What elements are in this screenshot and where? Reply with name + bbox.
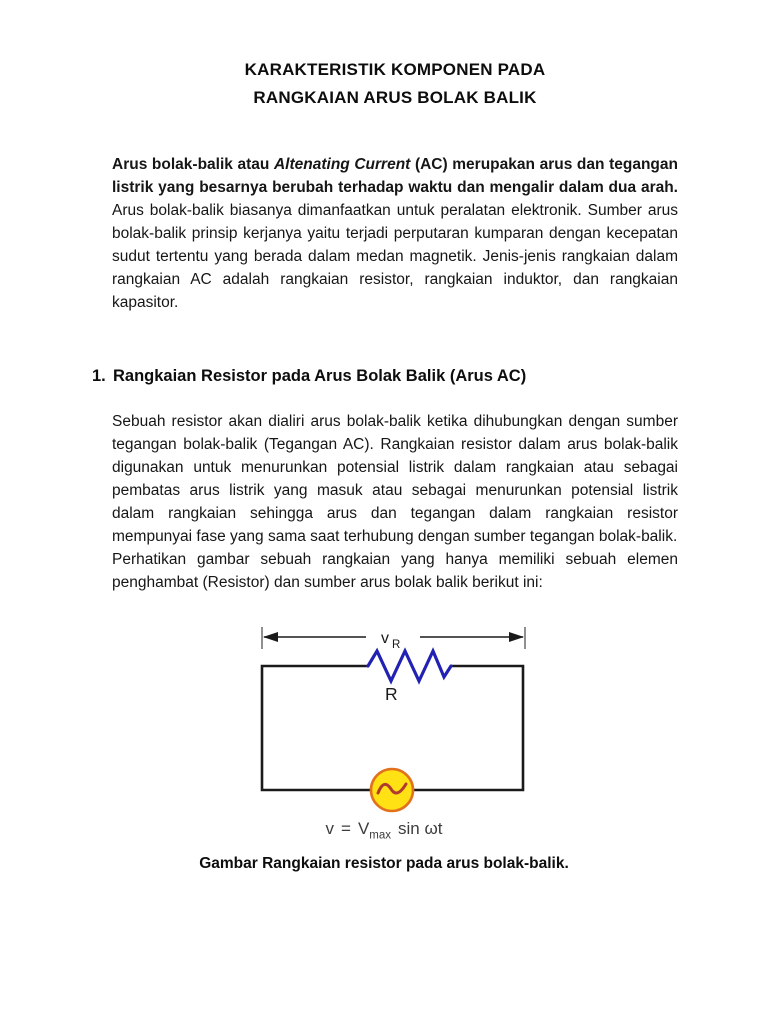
dimension-arrow [262,627,525,651]
intro-lead-italic: Altenating Current [273,156,411,173]
document-title [112,56,678,112]
section1-heading [92,365,678,388]
section1-title: Rangkaian Resistor pada Arus Bolak Balik (Arus AC) [113,367,527,385]
intro-lead-bold: Arus bolak-balik atau [112,156,274,173]
circuit-figure [0,622,768,817]
section1-paragraph2: Perhatikan gambar sebuah rangkaian yang hanya memiliki sebuah elemen penghambat (Resistor) dan sumber arus bolak balik berikut ini: [112,551,678,591]
document-title-line1: KARAKTERISTIK KOMPONEN PADA [244,60,546,79]
intro-paragraph [112,153,678,314]
intro-body-text: Arus bolak-balik biasanya dimanfaatkan untuk peralatan elektronik. Sumber arus bolak-balik prinsip kerjanya yaitu terjadi perputaran kumparan dengan kecepatan sudut tertentu yang berada dalam medan magnetik. Jenis-jenis rangkaian dalam rangkaian AC adalah rangkaian resistor, rangkaian induktor, dan rangkaian kapasitor. [112,202,678,311]
source-voltage-formula [0,817,768,847]
voltage-label-base: v [381,630,389,647]
formula-rhs: sin ωt [398,819,443,838]
document-title-line2: RANGKAIAN ARUS BOLAK BALIK [253,88,537,107]
arrowhead-left-icon [263,632,278,642]
formula-lhs: v [325,819,335,838]
section1-paragraph1: Sebuah resistor akan dialiri arus bolak-balik ketika dihubungkan dengan sumber tegangan bolak-balik (Tegangan AC). Rangkaian resistor dalam arus bolak-balik digunakan untuk menurunkan potensial listrik dalam rangkaian atau sebagai pembatas arus listrik yang masuk atau sebagai menurunkan potensial listrik dalam rangkaian sehingga arus dan tegangan dalam rangkaian resistor mempunyai fase yang sama saat terhubung dengan sumber tegangan bolak-balik. [112,413,678,545]
ac-source-icon [371,769,413,811]
section1-number: 1. [92,367,106,385]
voltage-label [381,630,400,651]
formula-symbol: V [357,819,370,838]
formula-equals: = [341,819,351,838]
circuit-diagram [0,622,768,817]
intro-lead-bold-cont: (AC) merupakan arus dan tegangan listrik yang besarnya berubah terhadap waktu dan mengalir dalam dua arah. [112,156,678,196]
resistor-label: R [385,684,398,704]
formula-subscript: max [369,829,392,842]
arrowhead-right-icon [509,632,524,642]
voltage-label-subscript: R [392,639,401,651]
resistor-symbol-icon [368,651,451,681]
figure-caption: Gambar Rangkaian resistor pada arus bolak-balik. [199,855,569,873]
